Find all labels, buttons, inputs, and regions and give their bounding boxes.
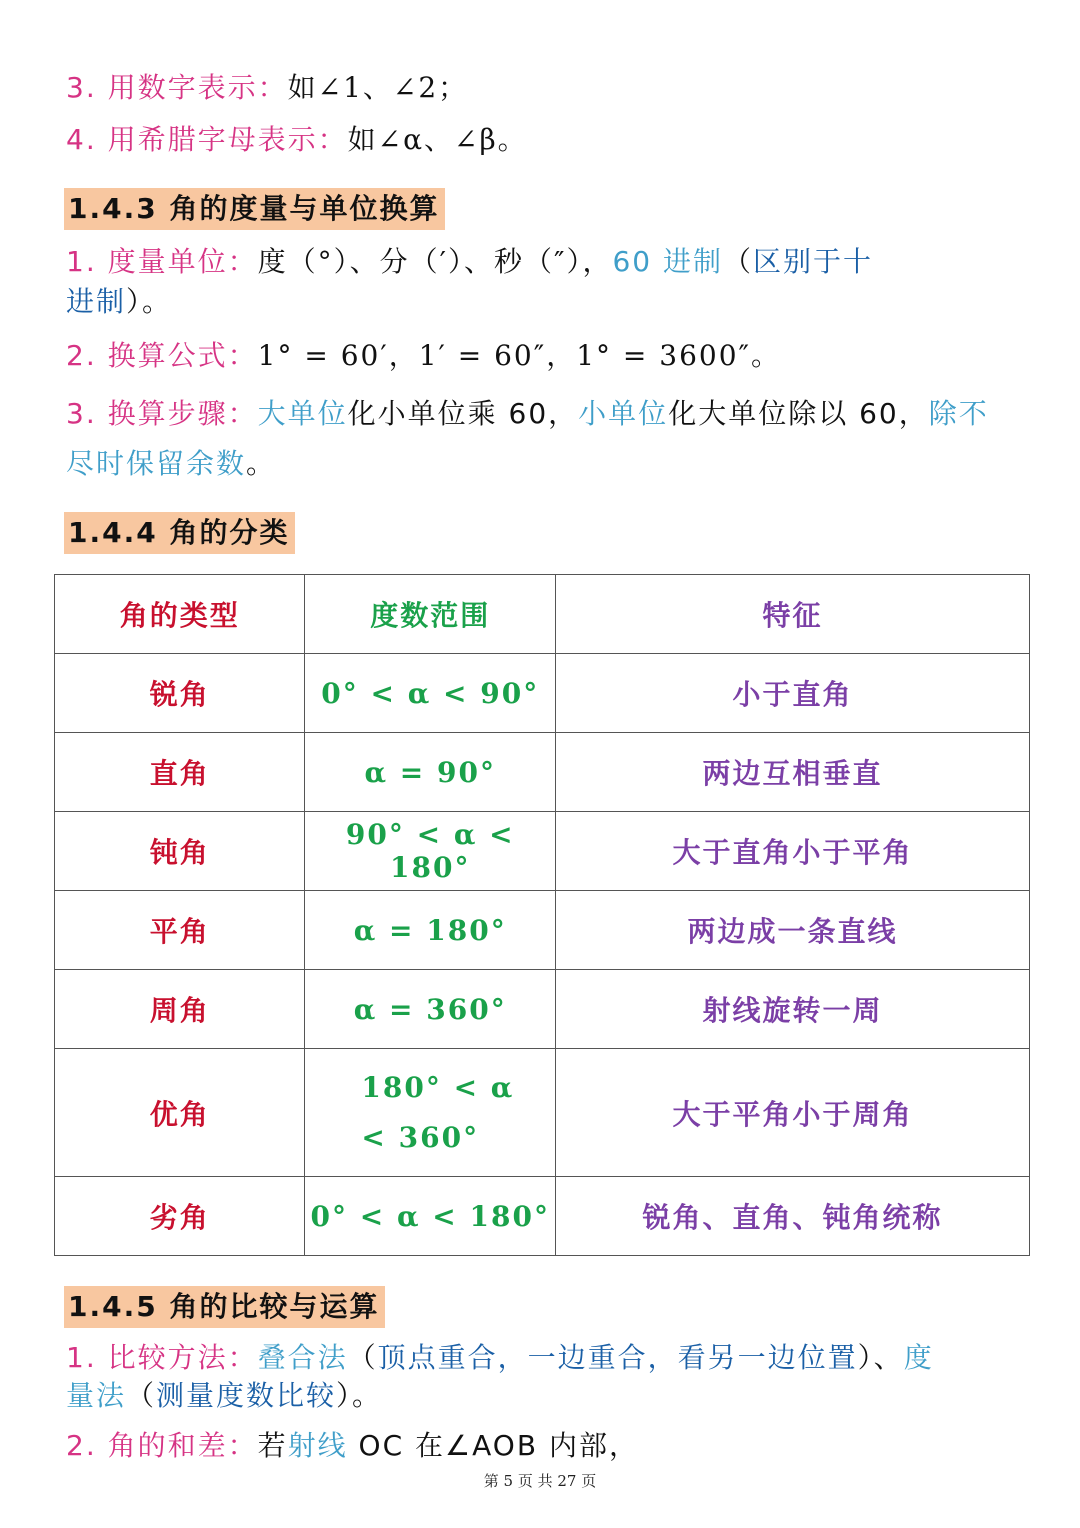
item-label: 2. 角的和差：	[66, 1429, 258, 1462]
measure-unit-line	[66, 242, 1030, 282]
highlight-text: 区别于十	[753, 245, 874, 278]
feature-cell: 大于直角小于平角	[556, 812, 1030, 891]
section-heading-1-4-5: 1.4.5 角的比较与运算	[64, 1286, 385, 1328]
range-cell	[305, 1049, 556, 1177]
table-row	[55, 812, 1030, 891]
highlight-text: 量法	[66, 1379, 127, 1412]
comparison-methods-line-cont	[66, 1376, 1030, 1416]
table-row	[55, 733, 1030, 812]
type-cell: 优角	[55, 1049, 305, 1177]
item-text: ）。	[126, 285, 173, 318]
header-range: 度数范围	[305, 575, 556, 654]
highlight-text: 大单位	[257, 397, 348, 430]
table-header-row	[55, 575, 1030, 654]
highlight-text: 除不	[928, 397, 989, 430]
range-cell: 0° < α < 180°	[305, 1177, 556, 1256]
type-cell: 直角	[55, 733, 305, 812]
type-cell: 周角	[55, 970, 305, 1049]
highlight-text: 叠合法	[257, 1341, 348, 1374]
item-text: 如∠1、∠2；	[287, 71, 469, 104]
page-footer: 第 5 页 共 27 页	[483, 1472, 597, 1490]
item-text: 化大单位除以 60，	[668, 397, 929, 430]
formula-text: 1° = 60′，1′ = 60″，1° = 3600″。	[257, 339, 782, 372]
highlight-text: 度	[903, 1341, 934, 1374]
item-text: 若	[257, 1429, 288, 1462]
type-cell: 钝角	[55, 812, 305, 891]
feature-cell: 锐角、直角、钝角统称	[556, 1177, 1030, 1256]
highlight-text: 尽时保留余数	[66, 447, 247, 480]
angle-classification-table	[54, 574, 1030, 1256]
conversion-formula-line	[66, 336, 1030, 376]
type-cell: 平角	[55, 891, 305, 970]
feature-cell: 两边成一条直线	[556, 891, 1030, 970]
range-line-2: < 360°	[361, 1120, 480, 1154]
item-text: （	[722, 245, 753, 278]
highlight-text: 进制	[66, 285, 127, 318]
highlight-text: 顶点重合，一边重合，看另一边位置	[377, 1341, 858, 1374]
item-label: 3. 用数字表示：	[66, 71, 288, 104]
comparison-methods-line	[66, 1338, 1030, 1378]
conversion-steps-line	[66, 394, 1030, 434]
item-label: 2. 换算公式：	[66, 339, 258, 372]
range-cell: 0° < α < 90°	[305, 654, 556, 733]
angle-sum-diff-line	[66, 1426, 1030, 1466]
header-feature: 特征	[556, 575, 1030, 654]
table-row	[55, 1049, 1030, 1177]
range-cell: α = 180°	[305, 891, 556, 970]
highlight-text: 射线	[287, 1429, 348, 1462]
section-heading-1-4-3: 1.4.3 角的度量与单位换算	[64, 188, 445, 230]
feature-cell: 射线旋转一周	[556, 970, 1030, 1049]
item-text: 度（°）、分（′）、秒（″），	[257, 245, 613, 278]
item-text: 。	[246, 447, 277, 480]
range-line-1: 180° < α	[361, 1070, 515, 1104]
feature-cell: 两边互相垂直	[556, 733, 1030, 812]
highlight-text: 60 进制	[612, 245, 723, 278]
table-row	[55, 891, 1030, 970]
header-type: 角的类型	[55, 575, 305, 654]
measure-unit-line-cont	[66, 282, 1030, 322]
feature-cell: 大于平角小于周角	[556, 1049, 1030, 1177]
range-cell: α = 90°	[305, 733, 556, 812]
item-text: ）。	[336, 1379, 383, 1412]
highlight-text: 小单位	[578, 397, 669, 430]
item-text: （	[126, 1379, 157, 1412]
table-row	[55, 654, 1030, 733]
item-text: 化小单位乘 60，	[347, 397, 579, 430]
type-cell: 劣角	[55, 1177, 305, 1256]
item-text: ）、	[857, 1341, 904, 1374]
notation-line-4	[66, 120, 1030, 160]
feature-cell: 小于直角	[556, 654, 1030, 733]
range-cell: α = 360°	[305, 970, 556, 1049]
table-row	[55, 1177, 1030, 1256]
conversion-steps-line-cont	[66, 444, 1030, 484]
item-label: 1. 度量单位：	[66, 245, 258, 278]
item-text: OC 在∠AOB 内部，	[347, 1429, 639, 1462]
type-cell: 锐角	[55, 654, 305, 733]
item-label: 1. 比较方法：	[66, 1341, 258, 1374]
table-row	[55, 970, 1030, 1049]
section-heading-1-4-4: 1.4.4 角的分类	[64, 512, 295, 554]
notation-line-3	[66, 68, 1030, 108]
item-label: 4. 用希腊字母表示：	[66, 123, 348, 156]
range-cell: 90° < α < 180°	[305, 812, 556, 891]
item-label: 3. 换算步骤：	[66, 397, 258, 430]
item-text: （	[347, 1341, 378, 1374]
highlight-text: 测量度数比较	[156, 1379, 337, 1412]
item-text: 如∠α、∠β。	[347, 123, 528, 156]
